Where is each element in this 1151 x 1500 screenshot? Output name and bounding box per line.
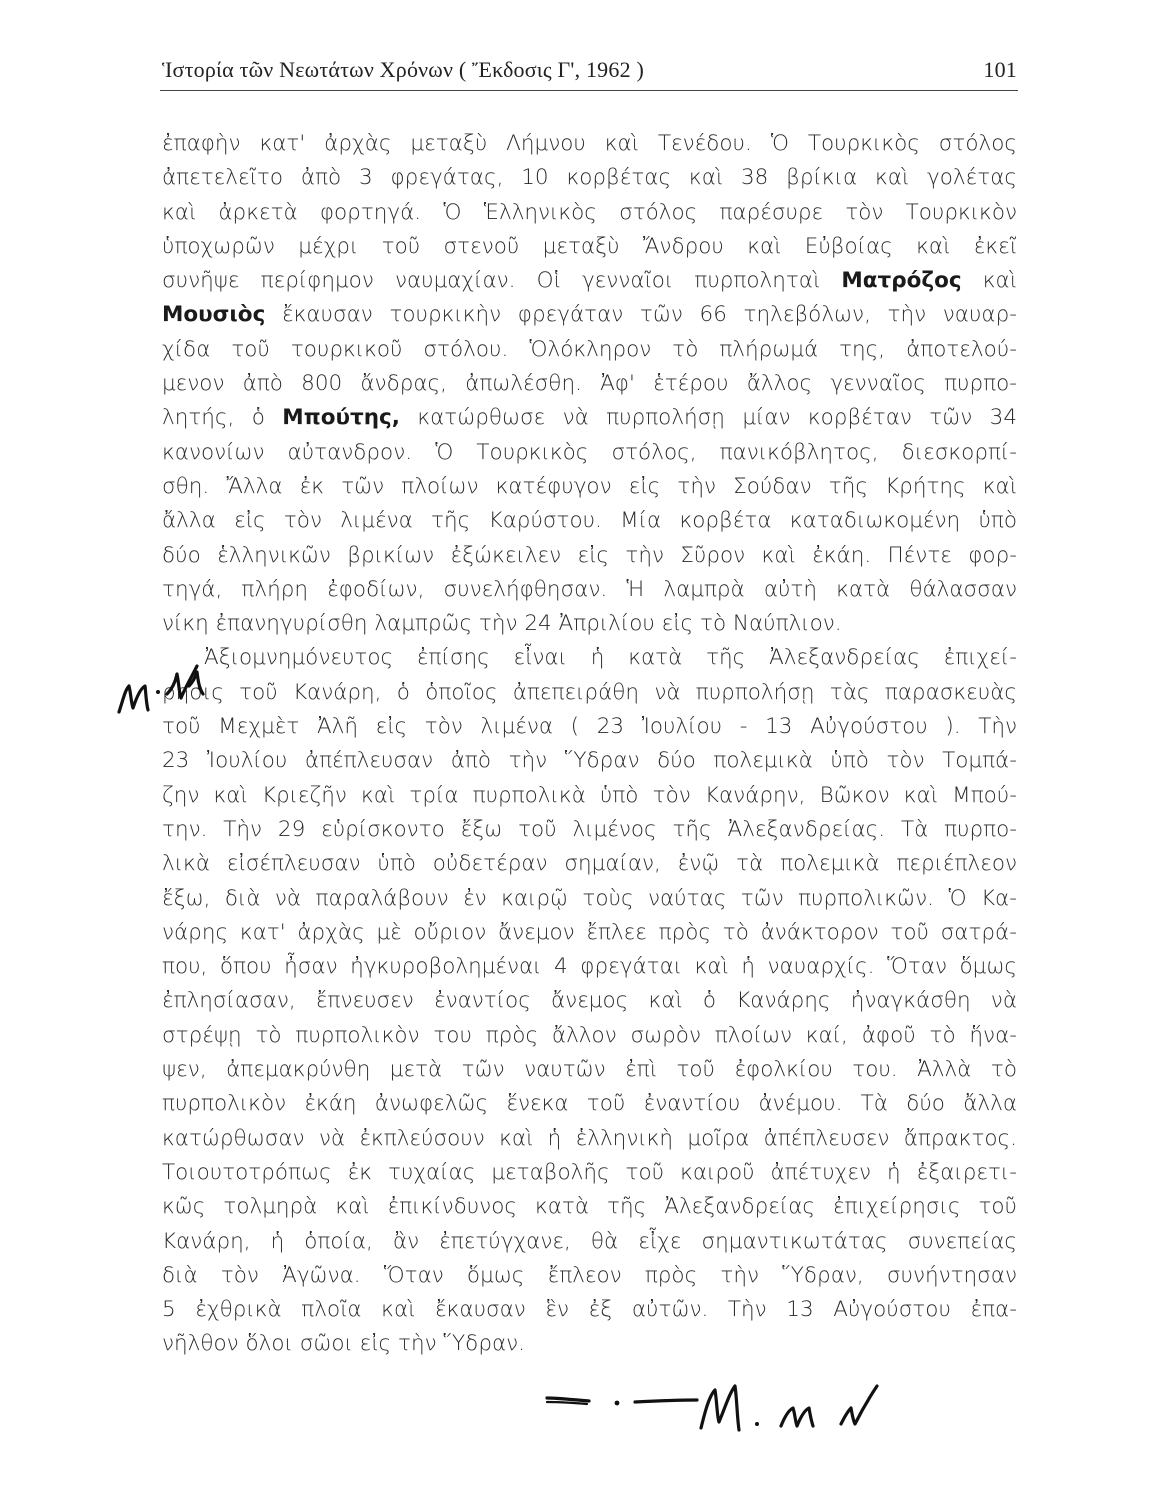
text-line: νίκη ἐπανηγυρίσθη λαμπρῶς τὴν 24 Ἀπριλίου εἰς τὸ Ναύπλιον. bbox=[162, 611, 842, 637]
page-number: 101 bbox=[983, 57, 1017, 82]
text-line: διὰ τὸν Ἀγῶνα. Ὅταν ὅμως ἔπλεον πρὸς τὴν Ὕδραν, συνήντησαν bbox=[162, 1262, 1017, 1288]
text-line: ἄλλα εἰς τὸν λιμένα τῆς Καρύστου. Μία κορβέτα καταδιωκομένη ὑπὸ bbox=[162, 508, 1017, 534]
text-line: κατώρθωσαν νὰ ἐκπλεύσουν καὶ ἡ ἑλληνικὴ μοῖρα ἀπέπλευσεν ἄπρακτος. bbox=[162, 1125, 1017, 1151]
header-title: Ἱστορία τῶν Νεωτάτων Χρόνων ( Ἔκδοσις Γ', 1962 ) bbox=[162, 57, 645, 82]
text-line: τηγά, πλήρη ἐφοδίων, συνελήφθησαν. Ἡ λαμπρὰ αὐτὴ κατὰ θάλασσαν bbox=[162, 576, 1017, 602]
text-line: μενον ἀπὸ 800 ἄνδρας, ἀπωλέσθη. Ἀφ' ἑτέρου ἄλλος γενναῖος πυρπο- bbox=[162, 371, 1017, 397]
text-line: 23 Ἰουλίου ἀπέπλευσαν ἀπὸ τὴν Ὕδραν δύο πολεμικὰ ὑπὸ τὸν Τομπά- bbox=[162, 748, 1017, 774]
text-line: 5 ἐχθρικὰ πλοῖα καὶ ἔκαυσαν ἓν ἐξ αὐτῶν. Τὴν 13 Αὐγούστου ἐπα- bbox=[162, 1297, 1017, 1323]
text-line: δύο ἑλληνικῶν βρικίων ἐξώκειλεν εἰς τὴν Σῦρον καὶ ἐκάη. Πέντε φορ- bbox=[162, 542, 1017, 568]
text-line: νάρης κατ' ἀρχὰς μὲ οὔριον ἄνεμον ἔπλεε πρὸς τὸ ἀνάκτορον τοῦ σατρά- bbox=[162, 919, 1017, 945]
text-line: συνῆψε περίφημον ναυμαχίαν. Οἱ γενναῖοι πυρποληταὶ Ματρόζος καὶ bbox=[162, 268, 1017, 294]
text-line: Ἀξιομνημόνευτος ἐπίσης εἶναι ἡ κατὰ τῆς Ἀλεξανδρείας ἐπιχεί- bbox=[204, 645, 1017, 671]
text-line: σθη. Ἄλλα ἐκ τῶν πλοίων κατέφυγον εἰς τὴν Σούδαν τῆς Κρήτης καὶ bbox=[162, 473, 1017, 499]
text-line: λικὰ εἰσέπλευσαν ὑπὸ οὐδετέραν σημαίαν, ἐνῷ τὰ πολεμικὰ περιέπλεον bbox=[162, 851, 1017, 877]
text-line: ψεν, ἀπεμακρύνθη μετὰ τῶν ναυτῶν ἐπὶ τοῦ ἐφολκίου του. Ἀλλὰ τὸ bbox=[162, 1057, 1017, 1083]
text-line: ρησις τοῦ Κανάρη, ὁ ὁποῖος ἀπεπειράθη νὰ πυρπολήσῃ τὰς παρασκευὰς bbox=[162, 679, 1017, 705]
text-line: Μουσιὸς ἔκαυσαν τουρκικὴν φρεγάταν τῶν 66 τηλεβόλων, τὴν ναυαρ- bbox=[162, 302, 1017, 328]
text-line: Κανάρη, ἡ ὁποία, ἂν ἐπετύγχανε, θὰ εἶχε σημαντικωτάτας συνεπείας bbox=[162, 1228, 1017, 1254]
text-line: στρέψῃ τὸ πυρπολικὸν του πρὸς ἄλλον σωρὸν πλοίων καί, ἀφοῦ τὸ ἥνα- bbox=[162, 1022, 1017, 1048]
text-line: πυρπολικὸν ἐκάη ἀνωφελῶς ἕνεκα τοῦ ἐναντίου ἀνέμου. Τὰ δύο ἄλλα bbox=[162, 1091, 1017, 1117]
text-line: τοῦ Μεχμὲτ Ἀλῆ εἰς τὸν λιμένα ( 23 Ἰουλίου - 13 Αὐγούστου ). Τὴν bbox=[162, 714, 1017, 740]
text-line: κῶς τολμηρὰ καὶ ἐπικίνδυνος κατὰ τῆς Ἀλεξανδρείας ἐπιχείρησις τοῦ bbox=[162, 1194, 1017, 1220]
text-line: κανονίων αὐτανδρον. Ὁ Τουρκικὸς στόλος, πανικόβλητος, διεσκορπί- bbox=[162, 439, 1017, 465]
text-line: που, ὅπου ἦσαν ἠγκυροβολημέναι 4 φρεγάται καὶ ἡ ναυαρχίς. Ὅταν ὅμως bbox=[162, 954, 1017, 980]
running-header bbox=[162, 55, 1017, 91]
handwritten-margin-mark bbox=[115, 660, 215, 720]
text-line: καὶ ἀρκετὰ φορτηγά. Ὁ Ἑλληνικὸς στόλος παρέσυρε τὸν Τουρκικὸν bbox=[162, 199, 1017, 225]
header-rule bbox=[160, 90, 1018, 91]
text-line: ἀπετελεῖτο ἀπὸ 3 φρεγάτας, 10 κορβέτας καὶ 38 βρίκια καὶ γολέτας bbox=[162, 165, 1017, 191]
text-line: νῆλθον ὅλοι σῶοι εἰς τὴν Ὕδραν. bbox=[162, 1331, 525, 1357]
bold-name: Ματρόζος bbox=[841, 268, 962, 294]
handwritten-end-mark bbox=[545, 1372, 945, 1442]
bold-name: Μουσιὸς bbox=[162, 302, 266, 328]
body-text bbox=[162, 127, 1017, 1362]
bold-name: Μπούτης, bbox=[282, 405, 400, 431]
text-line: Τοιουτοτρόπως ἐκ τυχαίας μεταβολῆς τοῦ καιροῦ ἀπέτυχεν ἡ ἐξαιρετι- bbox=[162, 1159, 1017, 1185]
text-line: την. Τὴν 29 εὑρίσκοντο ἔξω τοῦ λιμένος τῆς Ἀλεξανδρείας. Τὰ πυρπο- bbox=[162, 816, 1017, 842]
text-line: ὑποχωρῶν μέχρι τοῦ στενοῦ μεταξὺ Ἄνδρου καὶ Εὐβοίας καὶ ἐκεῖ bbox=[162, 233, 1017, 259]
text-line: ἐπλησίασαν, ἔπνευσεν ἐναντίος ἄνεμος καὶ ὁ Κανάρης ἠναγκάσθη νὰ bbox=[162, 988, 1017, 1014]
text-line: ζην καὶ Κριεζῆν καὶ τρία πυρπολικὰ ὑπὸ τὸν Κανάρην, Βῶκον καὶ Μπού- bbox=[162, 782, 1017, 808]
text-line: λητής, ὁ Μπούτης, κατώρθωσε νὰ πυρπολήσῃ μίαν κορβέταν τῶν 34 bbox=[162, 405, 1017, 431]
text-line: χίδα τοῦ τουρκικοῦ στόλου. Ὁλόκληρον τὸ πλήρωμά της, ἀποτελού- bbox=[162, 336, 1017, 362]
text-line: ἔξω, διὰ νὰ παραλάβουν ἐν καιρῷ τοὺς ναύτας τῶν πυρπολικῶν. Ὁ Κα- bbox=[162, 885, 1017, 911]
text-line: ἐπαφὴν κατ' ἀρχὰς μεταξὺ Λήμνου καὶ Τενέδου. Ὁ Τουρκικὸς στόλος bbox=[162, 131, 1017, 156]
